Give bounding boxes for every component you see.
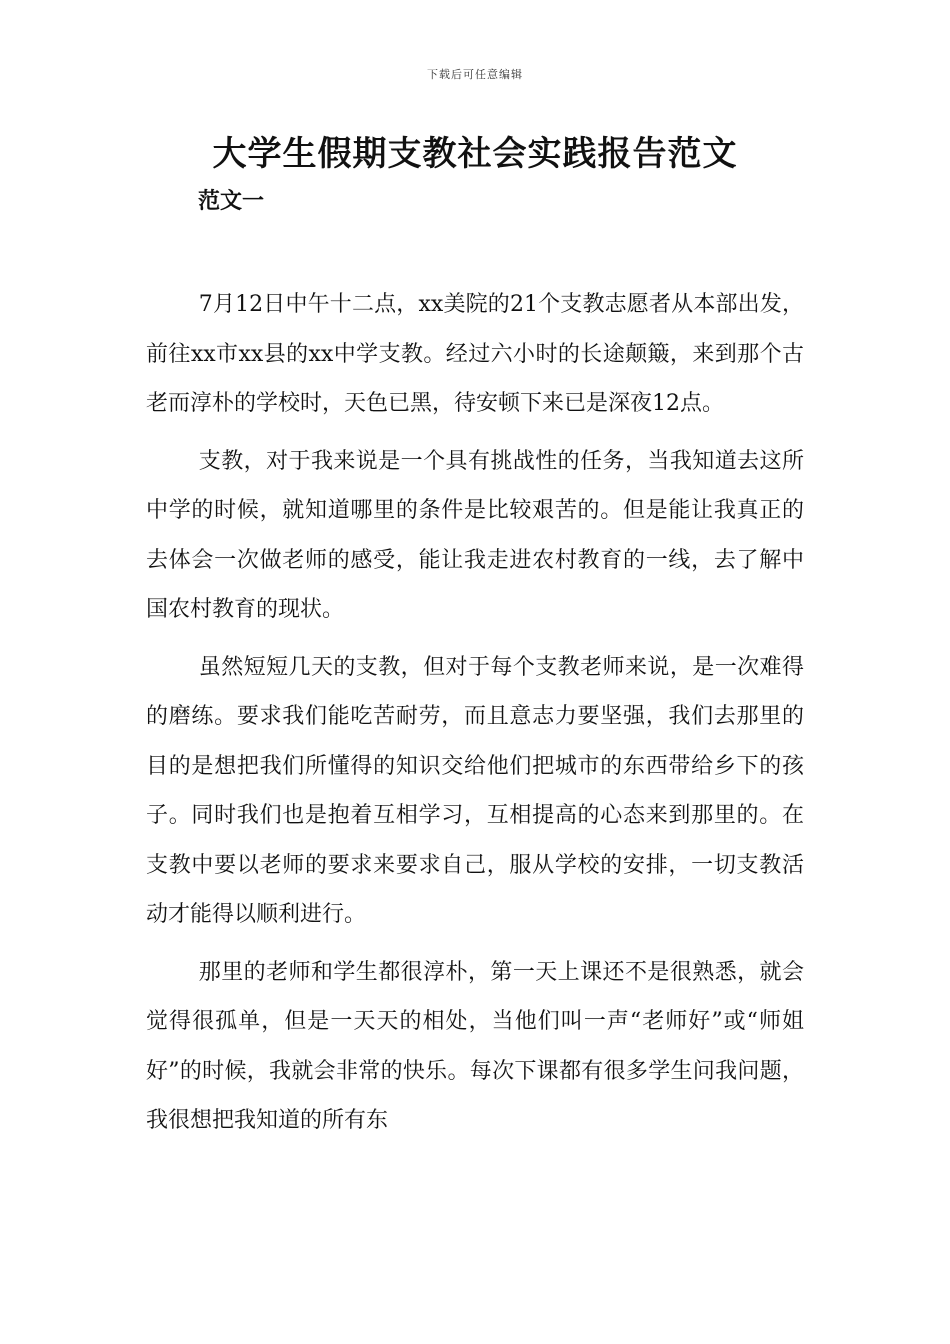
document-title: 大学生假期支教社会实践报告范文 <box>212 134 738 174</box>
paragraph-4: 那里的老师和学生都很淳朴，第一天上课还不是很熟悉，就会觉得很孤单，但是一天天的相处，当他们叫一声“老师好”或“师姐好”的时候，我就会非常的快乐。每次下课都有很多学生问我问题，我很想把我知道的所有东 <box>146 959 804 1133</box>
paragraph-1: 7月12日中午十二点，xx美院的21个支教志愿者从本部出发，前往xx市xx县的xx中学支教。经过六小时的长途颠簸，来到那个古老而淳朴的学校时，天色已黑，待安顿下来已是深夜12点。 <box>146 292 804 416</box>
document-body <box>146 280 804 1154</box>
header-note: 下载后可任意编辑 <box>427 68 523 81</box>
paragraph-2: 支教，对于我来说是一个具有挑战性的任务，当我知道去这所中学的时候，就知道哪里的条件是比较艰苦的。但是能让我真正的去体会一次做老师的感受，能让我走进农村教育的一线，去了解中国农村教育的现状。 <box>146 448 804 622</box>
paragraph-3: 虽然短短几天的支教，但对于每个支教老师来说，是一次难得的磨练。要求我们能吃苦耐劳，而且意志力要坚强，我们去那里的目的是想把我们所懂得的知识交给他们把城市的东西带给乡下的孩子。同时我们也是抱着互相学习，互相提高的心态来到那里的。在支教中要以老师的要求来要求自己，服从学校的安排，一切支教活动才能得以顺利进行。 <box>146 654 804 927</box>
document-subheading: 范文一 <box>198 188 265 214</box>
